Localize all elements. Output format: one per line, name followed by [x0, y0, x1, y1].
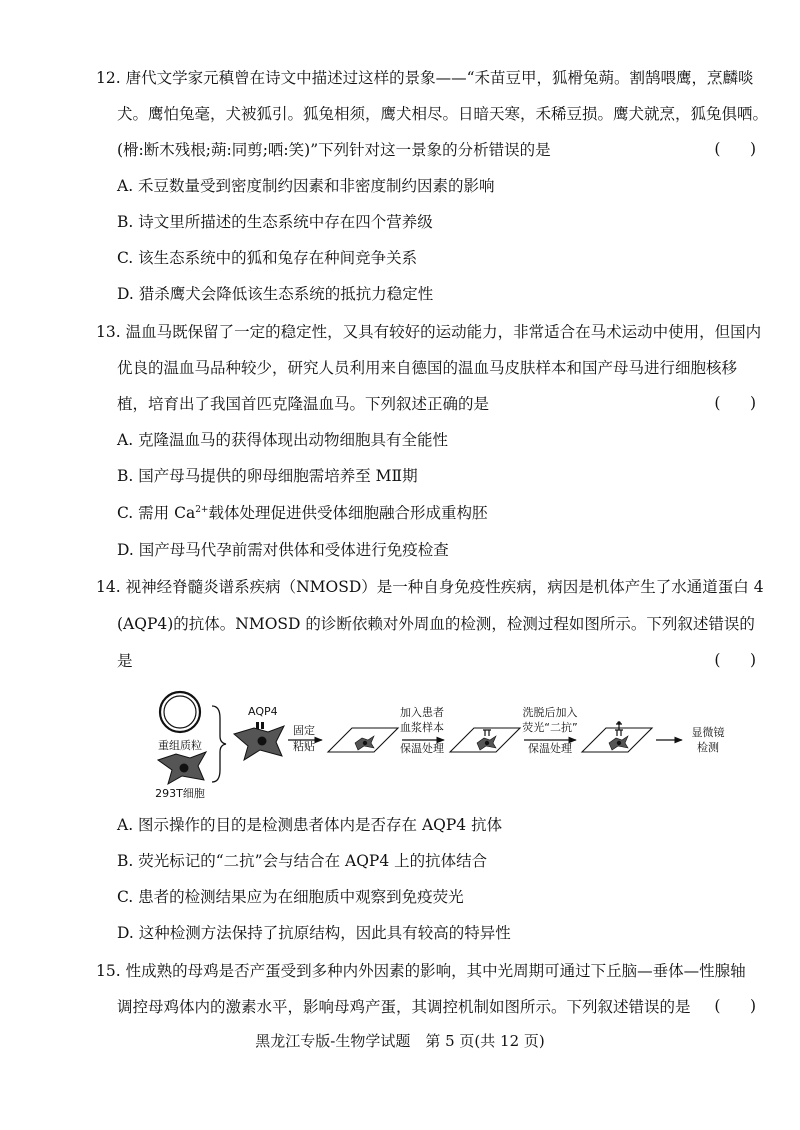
q12-stem-line-1: 12. 唐代文学家元稹曾在诗文中描述过这样的景象——“禾苗豆甲，狐榾兔蒴。割鹄喂鹰，烹麟啖 — [96, 69, 754, 87]
q13-option-d: D. 国产母马代孕前需对供体和受体进行免疫检查 — [117, 541, 449, 559]
aqp4-channel-2 — [261, 722, 264, 729]
q13-option-c-post: 载体处理促进供受体细胞融合形成重构胚 — [208, 504, 488, 522]
293t-cell-label: 293T细胞 — [155, 787, 205, 800]
step2-label-plasma: 血浆样本 — [400, 721, 444, 734]
q13-option-a: A. 克隆温血马的获得体现出动物细胞具有全能性 — [117, 431, 449, 449]
plasmid-label: 重组质粒 — [158, 739, 202, 752]
slide-3-nucleus — [617, 741, 621, 745]
q14-answer-bracket: ( ) — [714, 651, 756, 669]
step3-label-wash: 洗脱后加入 — [522, 706, 578, 719]
q13-stem-line-1: 13. 温血马既保留了一定的稳定性，又具有较好的运动能力，非常适合在马术运动中使用，但国内 — [96, 323, 762, 341]
293t-cell-nucleus — [180, 764, 189, 773]
q13-stem-line-2: 优良的温血马品种较少，研究人员利用来自德国的温血马皮肤样本和国产母马进行细胞核移 — [117, 359, 738, 377]
transfected-cell-nucleus — [258, 737, 267, 746]
combine-brace — [212, 706, 226, 782]
q15-stem-line-1: 15. 性成熟的母鸡是否产蛋受到多种内外因素的影响，其中光周期可通过下丘脑—垂体—性腺轴 — [96, 962, 746, 980]
q13-stem-line-3: 植，培育出了我国首匹克隆温血马。下列叙述正确的是 — [117, 395, 490, 413]
step3-label-incubate: 保温处理 — [528, 742, 572, 755]
q13-option-c-superscript: 2+ — [195, 504, 209, 515]
step1-label-stick: 粘贴 — [293, 740, 315, 753]
q12-option-d: D. 猎杀鹰犬会降低该生态系统的抵抗力稳定性 — [117, 285, 434, 303]
q12-stem-line-2: 犬。鹰怕兔毫，犬被狐引。狐兔相须，鹰犬相尽。日暗天寒，禾稀豆损。鹰犬就烹，狐兔俱哂。 — [117, 105, 769, 123]
plasmid-ring — [160, 692, 200, 732]
q12-option-c: C. 该生态系统中的狐和兔存在种间竞争关系 — [117, 249, 418, 267]
q14-stem-line-1: 14. 视神经脊髓炎谱系疾病（NMOSD）是一种自身免疫性疾病，病因是机体产生了水通道蛋白 4 — [96, 578, 764, 596]
step1-label-fix: 固定 — [293, 724, 315, 737]
q14-option-a: A. 图示操作的目的是检测患者体内是否存在 AQP4 抗体 — [117, 816, 503, 834]
step4-label-detect: 检测 — [697, 741, 719, 754]
q15-stem-line-2: 调控母鸡体内的激素水平，影响母鸡产蛋，其调控机制如图所示。下列叙述错误的是 — [117, 998, 691, 1016]
q13-option-b: B. 国产母马提供的卵母细胞需培养至 MⅡ期 — [117, 467, 418, 485]
q14-stem-line-3: 是 — [117, 652, 133, 670]
q12-answer-bracket: ( ) — [714, 140, 756, 158]
slide-2-nucleus — [485, 741, 489, 745]
page-footer: 黑龙江专版-生物学试题 第 5 页(共 12 页) — [255, 1032, 545, 1050]
slide-1-nucleus — [363, 741, 367, 745]
q14-stem-line-2: (AQP4)的抗体。NMOSD 的诊断依赖对外周血的检测，检测过程如图所示。下列叙述错误的 — [117, 615, 755, 633]
q14-option-d: D. 这种检测方法保持了抗原结构，因此具有较高的特异性 — [117, 924, 511, 942]
step2-label-add: 加入患者 — [400, 706, 444, 719]
q14-detection-diagram — [150, 688, 730, 800]
fluorescent-marker — [617, 721, 621, 725]
q14-option-b: B. 荧光标记的“二抗”会与结合在 AQP4 上的抗体结合 — [117, 852, 488, 870]
step2-label-incubate: 保温处理 — [400, 742, 444, 755]
q12-option-b: B. 诗文里所描述的生态系统中存在四个营养级 — [117, 213, 433, 231]
aqp4-label: AQP4 — [248, 705, 278, 718]
q12-stem-line-3: (榾:断木残根;蒴:同剪;哂:笑)”下列针对这一景象的分析错误的是 — [117, 141, 551, 159]
q13-option-c-pre: C. 需用 Ca — [117, 504, 196, 522]
step4-label-microscope: 显微镜 — [691, 726, 725, 739]
q15-answer-bracket: ( ) — [714, 997, 756, 1015]
q13-option-c — [117, 503, 488, 523]
aqp4-channel-1 — [256, 722, 259, 729]
q12-option-a: A. 禾豆数量受到密度制约因素和非密度制约因素的影响 — [117, 177, 495, 195]
q14-option-c: C. 患者的检测结果应为在细胞质中观察到免疫荧光 — [117, 888, 464, 906]
step3-label-secondary: 荧光“二抗” — [522, 721, 578, 734]
q13-answer-bracket: ( ) — [714, 394, 756, 412]
